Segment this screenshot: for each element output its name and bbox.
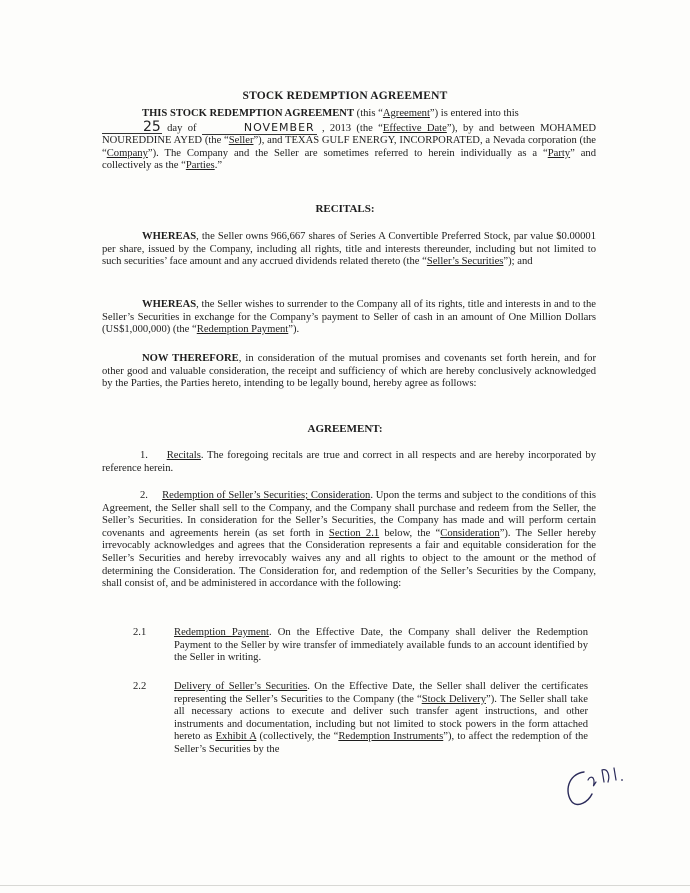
- section-2-number: 2.: [140, 490, 148, 501]
- section-1: 1. Recitals. The foregoing recitals are true and correct in all respects and are hereby incorporated by reference herein.: [102, 450, 596, 474]
- recitals-heading: RECITALS:: [315, 203, 375, 215]
- section-2-1-heading: Redemption Payment: [174, 627, 269, 638]
- section-1-number: 1.: [140, 450, 148, 461]
- agreement-heading: AGREEMENT:: [307, 423, 383, 435]
- term-effective-date: Effective Date: [382, 122, 447, 134]
- document-title: STOCK REDEMPTION AGREEMENT: [242, 90, 448, 102]
- now-therefore-paragraph: NOW THEREFORE, in consideration of the mutual promises and covenants set forth herein, and for other good and valuable consideration, the receipt and sufficiency of which are hereby conclusively acknowledged by the Parties, the Parties hereto, intending to be legally bound, hereby agree as follows:: [102, 353, 596, 390]
- section-2-1-reference: Section 2.1: [328, 527, 380, 539]
- section-2-heading: Redemption of Seller’s Securities; Consideration: [162, 490, 371, 501]
- whereas-paragraph-2: WHEREAS, the Seller wishes to surrender to the Company all of its rights, title and interests in and to the Seller’s Securities in exchange for the Company’s payment to Seller of cash in an amount of One Million Dollars (US$1,000,000) (the “Redemption Payment”).: [102, 299, 596, 336]
- section-2-2-number: 2.2: [133, 681, 147, 692]
- handwritten-initials: [562, 762, 632, 810]
- term-parties: Parties: [185, 160, 215, 172]
- intro-paragraph: THIS STOCK REDEMPTION AGREEMENT (this “Agreement”) is entered into this 25 day of NOVEMBER , 2013 (the “Effective Date”), by and between MOHAMED NOUREDDINE AYED (the “Seller”), and TEXAS GULF ENERGY, INCORPORATED, a Nevada corporation (the “Company”). The Company and the Seller are sometimes referred to herein individually as a “Party” and collectively as the “Parties.”: [102, 108, 597, 172]
- page-edge-line: [0, 885, 690, 886]
- term-party: Party: [547, 147, 571, 159]
- term-agreement: Agreement: [382, 108, 430, 119]
- term-consideration: Consideration: [440, 527, 500, 539]
- term-redemption-instruments: Redemption Instruments: [338, 731, 444, 743]
- section-2-1: Redemption Payment. On the Effective Date, the Company shall deliver the Redemption Payment to the Seller by wire transfer of immediately available funds to an account identified by the Seller in writing.: [174, 627, 588, 664]
- intro-lead: THIS STOCK REDEMPTION AGREEMENT: [142, 108, 355, 119]
- term-stock-delivery: Stock Delivery: [421, 693, 487, 705]
- term-sellers-securities: Seller’s Securities: [426, 256, 504, 268]
- term-seller: Seller: [228, 135, 254, 147]
- exhibit-a-reference: Exhibit A: [215, 731, 257, 743]
- term-company: Company: [106, 147, 148, 159]
- handwritten-day: 25: [102, 121, 162, 135]
- section-2-2: Delivery of Seller’s Securities. On the Effective Date, the Seller shall deliver the certificates representing the Seller’s Securities to the Company (the “Stock Delivery”). The Seller shall take all necessary actions to execute and deliver such transfer agent instructions, and other instruments and documentation, including but not limited to stock powers in the form attached hereto as Exhibit A (collectively, the “Redemption Instruments”), to affect the redemption of the Seller’s Securities by the: [174, 681, 589, 755]
- section-2: 2. Redemption of Seller’s Securities; Consideration. Upon the terms and subject to the conditions of this Agreement, the Seller shall sell to the Company, and the Company shall purchase and redeem from the Seller, the Seller’s Securities. In consideration for the Seller’s Securities, the Company has made and will perform certain covenants and agreements herein (as set forth in Section 2.1 below, the “Consideration”). The Seller hereby irrevocably acknowledges and agrees that the Consideration represents a fair and equitable consideration for the Seller’s Securities and hereby irrevocably waives any and all rights to object to the amount or the method of determining the Consideration. The Consideration for, and redemption of the Seller’s Securities by the Company, shall consist of, and be administered in accordance with the following:: [102, 490, 596, 590]
- term-redemption-payment: Redemption Payment: [196, 324, 289, 336]
- section-2-2-heading: Delivery of Seller’s Securities: [174, 681, 308, 692]
- section-2-1-number: 2.1: [133, 627, 147, 638]
- handwritten-month: NOVEMBER: [202, 122, 317, 136]
- whereas-paragraph-1: WHEREAS, the Seller owns 966,667 shares of Series A Convertible Preferred Stock, par value $0.00001 per share, issued by the Company, including all rights, title and interests thereunder, including but not limited to such securities’ face amount and any accrued dividends related thereto (the “Seller’s Securities”); and: [102, 231, 596, 268]
- section-1-heading: Recitals: [166, 450, 201, 461]
